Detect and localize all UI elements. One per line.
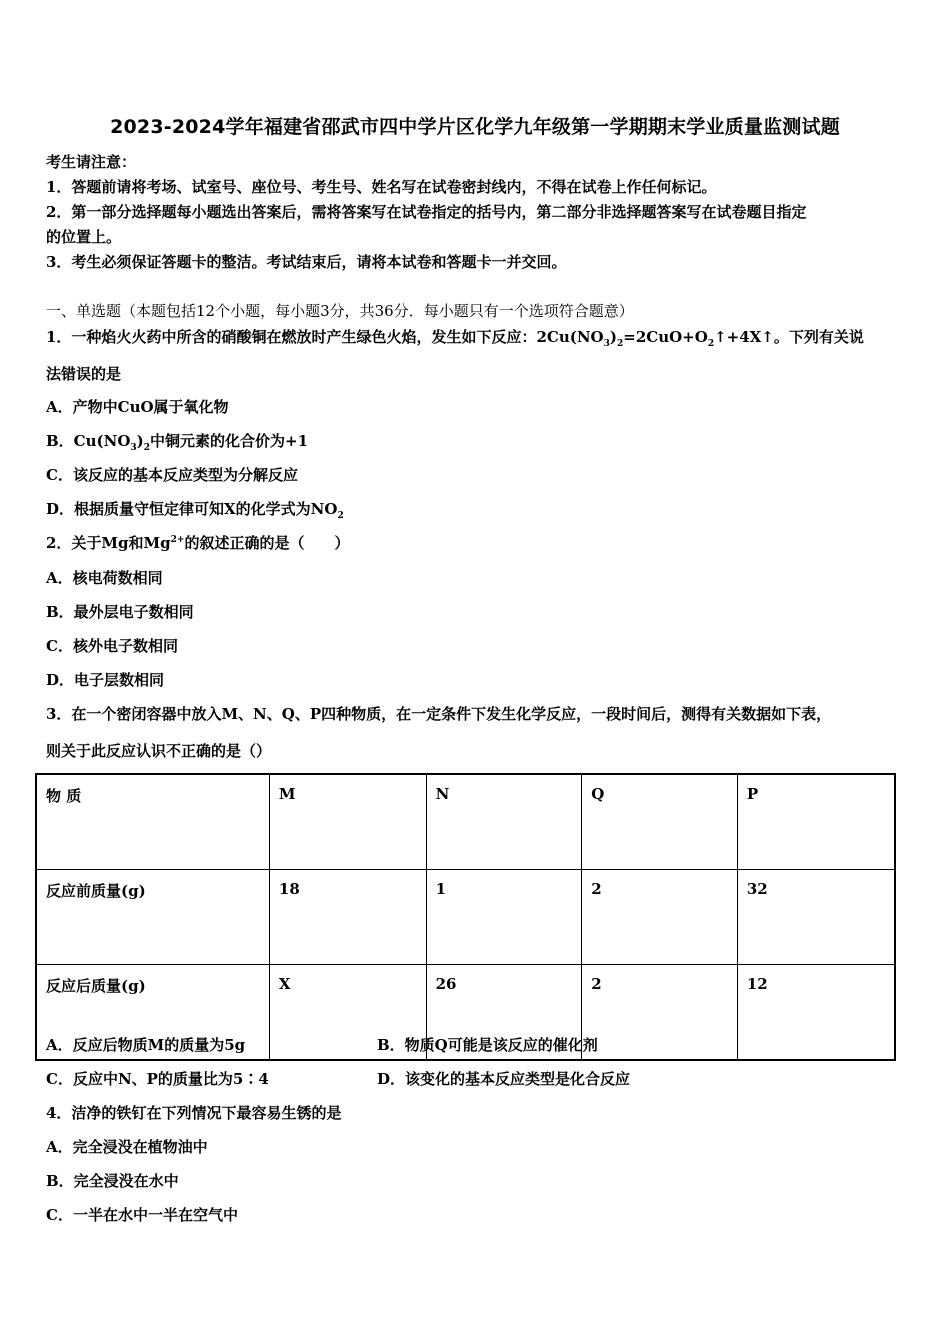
q1-option-b-sub3: 3 [130,443,137,453]
q2-stem-post: 的叙述正确的是（ ） [184,534,350,552]
q1-option-d-sub: 2 [337,511,344,521]
table-cell: 1 [426,870,582,965]
table-cell: 2 [582,965,738,1061]
q2-option-b: B．最外层电子数相同 [46,603,194,621]
q1-sub-o2: 2 [707,339,715,349]
q1-option-b: B．$Cu(NO_3)_2$中铜元素的化合价为+1 [46,432,309,453]
table-cell: N [426,774,582,870]
notice-item-3: 3．考生必须保证答题卡的整洁。考试结束后，请将本试卷和答题卡一并交回。 [46,253,567,271]
table-cell: 18 [269,870,426,965]
q4-option-c: C．一半在水中一半在空气中 [46,1206,238,1224]
q2-option-d: D．电子层数相同 [46,671,165,689]
q3-stem-line2: 则关于此反应认识不正确的是（） [46,742,272,760]
q3-data-table [35,773,896,1061]
table-row [36,870,895,965]
notice-heading: 考生请注意： [46,153,137,171]
q1-stem-line2: 法错误的是 [46,365,122,383]
q1-stem-pre: 1．一种焰火火药中所含的硝酸铜在燃放时产生绿色火焰，发生如下反应：2Cu(NO [46,328,604,346]
q2-option-c: C．核外电子数相同 [46,637,178,655]
q4-option-b: B．完全浸没在水中 [46,1172,179,1190]
q2-stem [46,533,349,553]
notice-item-1: 1．答题前请将考场、试室号、座位号、考生号、姓名写在试卷密封线内，不得在试卷上作任何标记。 [46,178,717,196]
table-cell: P [737,774,895,870]
table-cell: 2 [582,870,738,965]
q1-option-d-pre: D．根据质量守恒定律可知X的化学式为NO [46,500,338,518]
table-cell: 反应后质量(g) [36,965,269,1061]
notice-item-2-cont: 的位置上。 [46,228,122,246]
table-cell: 26 [426,965,582,1061]
table-cell: M [269,774,426,870]
q3-option-b: B．物质Q可能是该反应的催化剂 [377,1036,598,1054]
q1-option-b-pre: B．Cu(NO [46,432,131,450]
q1-option-b-sub2: 2 [143,443,151,453]
table-cell: Q [582,774,738,870]
q2-option-a: A．核电荷数相同 [46,569,163,587]
table-cell: X [269,965,426,1061]
q1-stem-mid: =2CuO+O [623,328,708,346]
q1-option-d [46,499,344,519]
table-header-row [36,774,895,870]
q1-option-b-post: 中铜元素的化合价为+1 [150,432,309,450]
q3-stem-line1: 3．在一个密闭容器中放入M、N、Q、P四种物质，在一定条件下发生化学反应，一段时间后，测得有关数据如下表， [46,705,832,723]
section-heading: 一、单选题（本题包括12个小题，每小题3分，共36分．每小题只有一个选项符合题意） [46,302,634,320]
notice-item-2: 2．第一部分选择题每小题选出答案后，需将答案写在试卷指定的括号内，第二部分非选择题答案写在试卷题目指定 [46,203,807,221]
q1-option-a: A．产物中CuO属于氧化物 [46,398,229,416]
q4-stem: 4．洁净的铁钉在下列情况下最容易生锈的是 [46,1104,342,1122]
q2-sup: 2+ [170,535,185,545]
q3-option-c: C．反应中N、P的质量比为5∶4 [46,1070,269,1088]
q3-option-d: D．该变化的基本反应类型是化合反应 [377,1070,631,1088]
table-cell: 反应前质量(g) [36,870,269,965]
q2-stem-pre: 2．关于Mg和Mg [46,534,171,552]
q3-option-a: A．反应后物质M的质量为5g [46,1036,246,1054]
q1-stem: 1．一种焰火火药中所含的硝酸铜在燃放时产生绿色火焰，发生如下反应：$2Cu(NO_3)_2=2CuO+O_2↑+4X↑$。下列有关说 [46,328,864,349]
table-cell: 12 [737,965,895,1061]
table-cell: 物 质 [36,774,269,870]
exam-title: 2023-2024学年福建省邵武市四中学片区化学九年级第一学期期末学业质量监测试题 [110,116,840,138]
table-cell: 32 [737,870,895,965]
q1-sub-3: 3 [603,339,610,349]
q1-option-c: C．该反应的基本反应类型为分解反应 [46,466,298,484]
q4-option-a: A．完全浸没在植物油中 [46,1138,208,1156]
q1-sub-2: 2 [616,339,624,349]
q1-stem-post: ↑+4X↑。下列有关说 [714,328,864,346]
